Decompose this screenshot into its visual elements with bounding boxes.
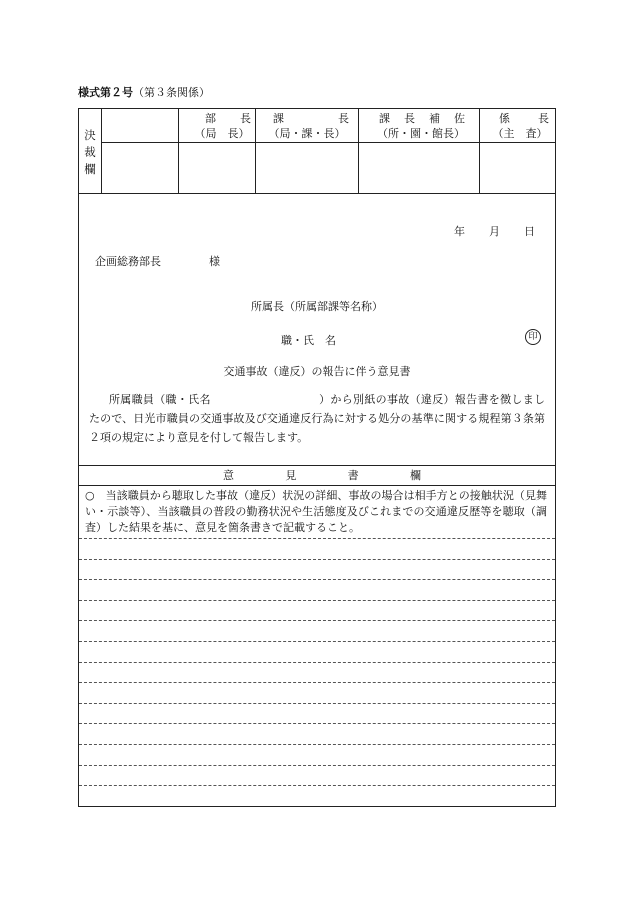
writing-line[interactable]: [79, 600, 555, 601]
document-subject: 交通事故（違反）の報告に伴う意見書: [223, 365, 411, 378]
writing-line[interactable]: [79, 723, 555, 724]
header-bucho: 部 長 （局 長）: [194, 112, 251, 140]
writing-line[interactable]: [79, 682, 555, 683]
form-number: 様式第２号: [78, 86, 133, 99]
stamp-cell-kacho[interactable]: [256, 143, 358, 193]
writing-line[interactable]: [79, 703, 555, 704]
stamp-cell-bucho[interactable]: [179, 143, 255, 193]
opinion-section: [78, 465, 556, 807]
writing-line[interactable]: [79, 579, 555, 580]
affiliation-label: 所属長（所属部課等名称）: [251, 300, 383, 313]
date-year: 年: [454, 225, 465, 238]
header-kakaricho: 係 長 （主 査）: [492, 112, 549, 140]
date-day: 日: [524, 225, 535, 238]
body-text: 所属職員（職・氏名 ）から別紙の事故（違反）報告書を徴しましたので、日光市職員の交通事故及び交通違反行為に対する処分の基準に関する規程第３条第２項の規定により意見を付して報告します。: [89, 393, 546, 444]
writing-line[interactable]: [79, 641, 555, 642]
writing-line[interactable]: [79, 785, 555, 786]
approval-label: 決 裁 欄: [84, 128, 96, 176]
writing-line[interactable]: [79, 662, 555, 663]
date-month: 月: [489, 225, 500, 238]
stamp-cell-kakaricho[interactable]: [480, 143, 555, 193]
name-label: 職・氏 名: [281, 334, 336, 347]
addressee: 企画総務部長 様: [95, 255, 220, 268]
header-kacho: 課 長 （局・課・長）: [268, 112, 349, 140]
writing-line[interactable]: [79, 744, 555, 745]
writing-line[interactable]: [79, 538, 555, 539]
date-line[interactable]: [454, 223, 535, 239]
stamp-cell-blank[interactable]: [102, 143, 178, 193]
form-article: （第３条関係）: [133, 86, 210, 99]
writing-line[interactable]: [79, 765, 555, 766]
approval-table: [78, 108, 556, 194]
report-section: [78, 193, 556, 466]
stamp-cell-kachohosa[interactable]: [359, 143, 479, 193]
opinion-instruction: ○ 当該職員から聴取した事故（違反）状況の詳細、事故の場合は相手方との接触状況（見舞い・示談等）、当該職員の普段の勤務状況や生活態度及びこれまでの交通違反歴等を聴取（調査）した結果を基に、意見を箇条書きで記載すること。: [85, 489, 547, 534]
opinion-header: 意 見 書 欄: [79, 466, 555, 486]
seal-icon: 印: [525, 329, 541, 345]
writing-line[interactable]: [79, 620, 555, 621]
form-title: [78, 84, 210, 100]
header-kachohosa: 課 長 補 佐 （所・園・館長）: [377, 112, 465, 140]
writing-line[interactable]: [79, 559, 555, 560]
